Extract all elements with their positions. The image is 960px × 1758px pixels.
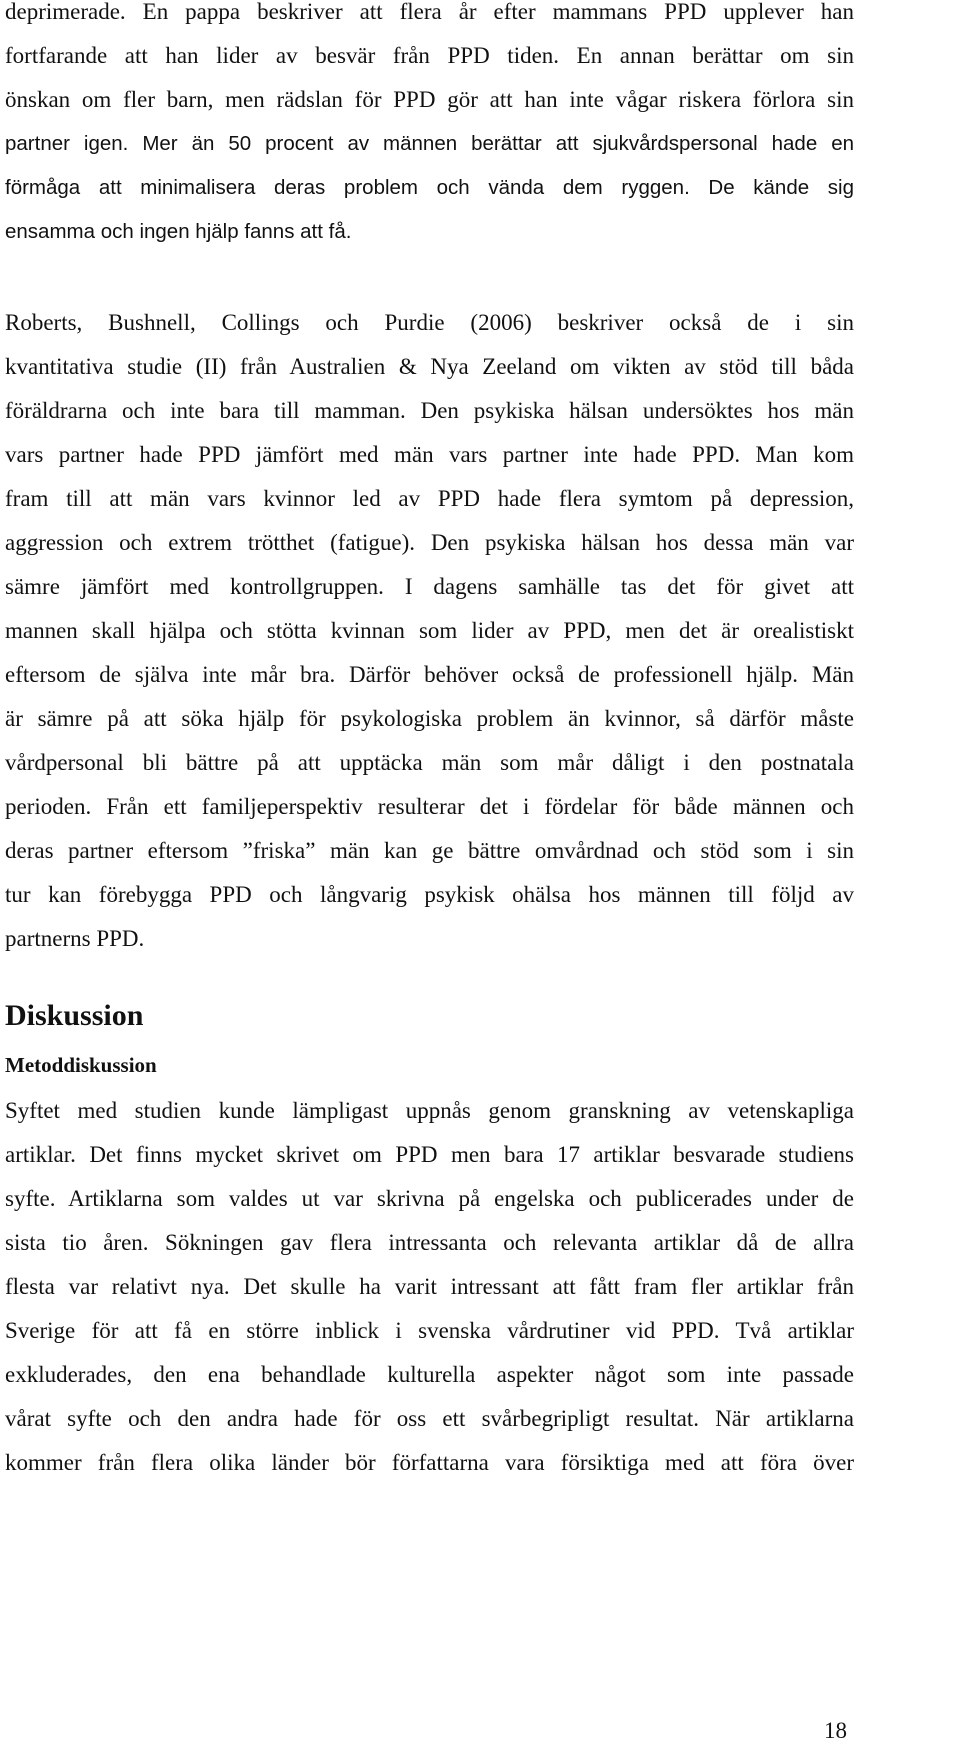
text-line: tur kan förebygga PPD och långvarig psykisk ohälsa hos männen till följd av — [5, 882, 854, 907]
text-line: exkluderades, den ena behandlade kulturella aspekter något som inte passade — [5, 1362, 854, 1387]
text-line: partner igen. Mer än 50 procent av männen berättar att sjukvårdspersonal hade en — [5, 132, 854, 155]
text-line: Syftet med studien kunde lämpligast uppnås genom granskning av vetenskapliga — [5, 1098, 854, 1123]
text-line: perioden. Från ett familjeperspektiv resulterar det i fördelar för både männen och — [5, 794, 854, 819]
text-line: förmåga att minimalisera deras problem och vända dem ryggen. De kände sig — [5, 176, 854, 199]
text-line: sämre jämfört med kontrollgruppen. I dagens samhälle tas det för givet att — [5, 574, 854, 599]
text-line: vårat syfte och den andra hade för oss ett svårbegripligt resultat. När artiklarna — [5, 1406, 854, 1431]
subsection-heading: Metoddiskussion — [5, 1053, 157, 1077]
section-heading: Diskussion — [5, 999, 144, 1032]
text-line: är sämre på att söka hjälp för psykologiska problem än kvinnor, så därför måste — [5, 706, 854, 731]
text-line: deras partner eftersom ”friska” män kan ge bättre omvårdnad och stöd som i sin — [5, 838, 854, 863]
text-line: vars partner hade PPD jämfört med män vars partner inte hade PPD. Man kom — [5, 442, 854, 467]
text-line: aggression och extrem trötthet (fatigue). Den psykiska hälsan hos dessa män var — [5, 530, 854, 555]
text-line: mannen skall hjälpa och stötta kvinnan som lider av PPD, men det är orealistiskt — [5, 618, 854, 643]
page-number: 18 — [824, 1718, 847, 1743]
text-line: syfte. Artiklarna som valdes ut var skrivna på engelska och publicerades under de — [5, 1186, 854, 1211]
text-line: Sverige för att få en större inblick i svenska vårdrutiner vid PPD. Två artiklar — [5, 1318, 854, 1343]
text-line: partnerns PPD. — [5, 926, 145, 951]
text-line: föräldrarna och inte bara till mamman. Den psykiska hälsan undersöktes hos män — [5, 398, 854, 423]
text-line: önskan om fler barn, men rädslan för PPD gör att han inte vågar riskera förlora sin — [5, 87, 854, 112]
text-line: flesta var relativt nya. Det skulle ha varit intressant att fått fram fler artiklar från — [5, 1274, 854, 1299]
text-line: kvantitativa studie (II) från Australien & Nya Zeeland om vikten av stöd till båda — [5, 354, 854, 379]
text-line: fram till att män vars kvinnor led av PPD hade flera symtom på depression, — [5, 486, 854, 511]
text-line: vårdpersonal bli bättre på att upptäcka män som mår dåligt i den postnatala — [5, 750, 854, 775]
text-line: eftersom de själva inte mår bra. Därför behöver också de professionell hjälp. Män — [5, 662, 854, 687]
text-line: artiklar. Det finns mycket skrivet om PPD men bara 17 artiklar besvarade studiens — [5, 1142, 854, 1167]
text-line: fortfarande att han lider av besvär från PPD tiden. En annan berättar om sin — [5, 43, 854, 68]
text-line: ensamma och ingen hjälp fanns att få. — [5, 220, 352, 243]
text-line: Roberts, Bushnell, Collings och Purdie (2006) beskriver också de i sin — [5, 310, 854, 335]
text-line: kommer från flera olika länder bör författarna vara försiktiga med att föra över — [5, 1450, 854, 1475]
text-line: deprimerade. En pappa beskriver att flera år efter mammans PPD upplever han — [5, 0, 854, 24]
text-line: sista tio åren. Sökningen gav flera intressanta och relevanta artiklar då de allra — [5, 1230, 854, 1255]
